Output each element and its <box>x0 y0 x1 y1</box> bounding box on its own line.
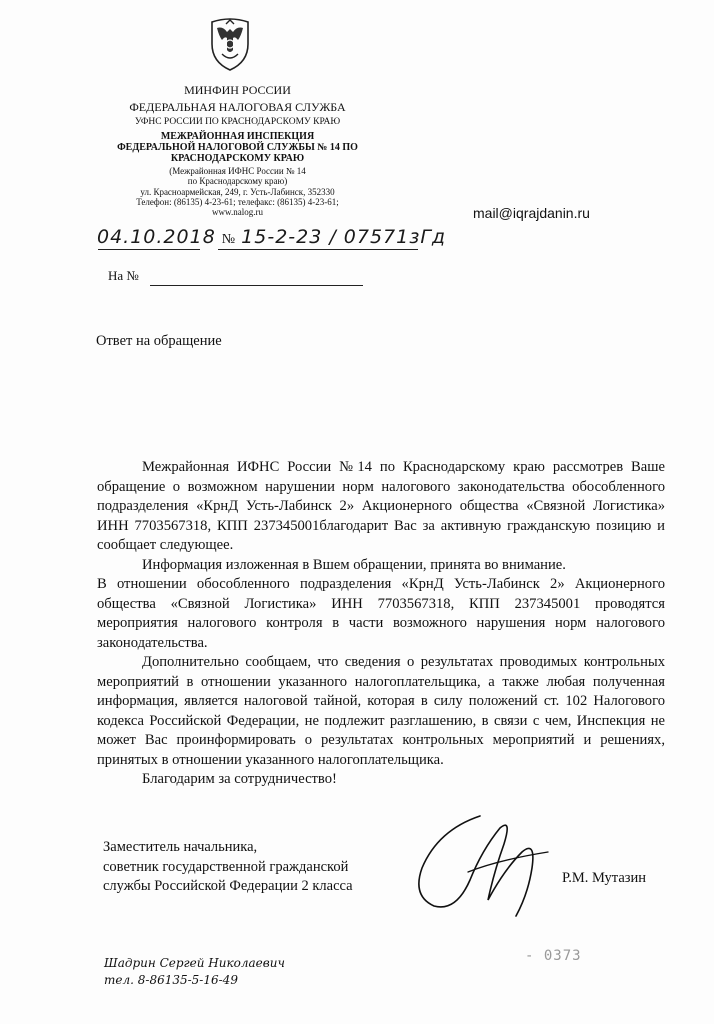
executor-name: Шадрин Сергей Николаевич <box>104 956 285 970</box>
signatory-line-3: службы Российской Федерации 2 класса <box>103 878 353 894</box>
letterhead <box>100 84 375 217</box>
executor-info <box>104 955 285 989</box>
reference-line <box>108 268 139 284</box>
signatory-name: Р.М. Мутазин <box>562 870 646 886</box>
paragraph-2: Информация изложенная в Вшем обращении, принята во внимание. <box>142 556 566 573</box>
signatory-line-1: Заместитель начальника, <box>103 839 258 855</box>
paragraph-4: Дополнительно сообщаем, что сведения о результатах проводимых контрольных мероприятий в отношении указанного налогоплательщика, а также любая полученная информация, является налоговой тайной, которая в силу положений ст. 102 Налогового кодекса Российской Федерации, не подлежит разглашению, в связи с чем, Инспекция не может Вас проинформировать о результатах контрольных мероприятий и решениях, принятых в отношении указанного налогоплательщика. <box>97 654 665 768</box>
regional-office: УФНС РОССИИ ПО КРАСНОДАРСКОМУ КРАЮ <box>134 116 341 127</box>
inspection-line-2: ФЕДЕРАЛЬНОЙ НАЛОГОВОЙ СЛУЖБЫ № 14 ПО <box>117 141 358 153</box>
number-sign: № <box>221 232 236 247</box>
inspection-line-3: КРАСНОДАРСКОМУ КРАЮ <box>170 152 305 164</box>
registration-stamp-mark: - 0373 <box>525 948 582 964</box>
letter-body <box>97 458 665 790</box>
number-underline <box>218 249 418 250</box>
date-underline <box>98 249 200 250</box>
outgoing-date: 04.10.2018 <box>97 226 216 248</box>
website: www.nalog.ru <box>212 207 263 218</box>
short-name-line-2: по Краснодарскому краю) <box>187 176 288 187</box>
short-name-line-1: (Межрайонная ИФНС России № 14 <box>169 166 306 177</box>
paragraph-1: Межрайонная ИФНС России №14 по Краснодарскому краю рассмотрев Ваше обращение о возможном нарушении норм налогового законодательства обособленного подразделения «КрнД Усть-Лабинск 2» Акционерного общества «Связной Логистика» ИНН 7703567318, КПП 237345001благодарит Вас за активную гражданскую позицию и сообщает следующее. <box>97 459 665 553</box>
inspection-line-1: МЕЖРАЙОННАЯ ИНСПЕКЦИЯ <box>160 130 315 142</box>
reference-underline <box>150 285 363 286</box>
paragraph-5: Благодарим за сотрудничество! <box>142 771 337 787</box>
outgoing-date-number <box>97 226 446 248</box>
signatory-line-2: советник государственной гражданской <box>103 858 349 875</box>
outgoing-number: 15-2-23 / 07571зГд <box>241 226 447 248</box>
coat-of-arms-icon <box>205 14 255 72</box>
address: ул. Красноармейская, 249, г. Усть-Лабинск, 352330 <box>140 187 335 198</box>
reference-label: На № <box>108 268 139 283</box>
ministry-name: МИНФИН РОССИИ <box>184 83 291 97</box>
paragraph-3: В отношении обособленного подразделения «КрнД Усть-Лабинск 2» Акционерного общества «Связной Логистика» ИНН 7703567318, КПП 237345001 проводятся мероприятия налогового контроля в части возможного нарушения норм налогового законодательства. <box>97 576 665 651</box>
phones: Телефон: (86135) 4-23-61; телефакс: (86135) 4-23-61; <box>136 197 339 208</box>
service-name: ФЕДЕРАЛЬНАЯ НАЛОГОВАЯ СЛУЖБА <box>129 100 346 115</box>
handwritten-signature <box>408 810 568 922</box>
signatory-title <box>103 838 353 897</box>
subject: Ответ на обращение <box>96 333 222 349</box>
recipient-email: mail@iqrajdanin.ru <box>473 205 590 221</box>
executor-phone: тел. 8-86135-5-16-49 <box>104 973 238 987</box>
